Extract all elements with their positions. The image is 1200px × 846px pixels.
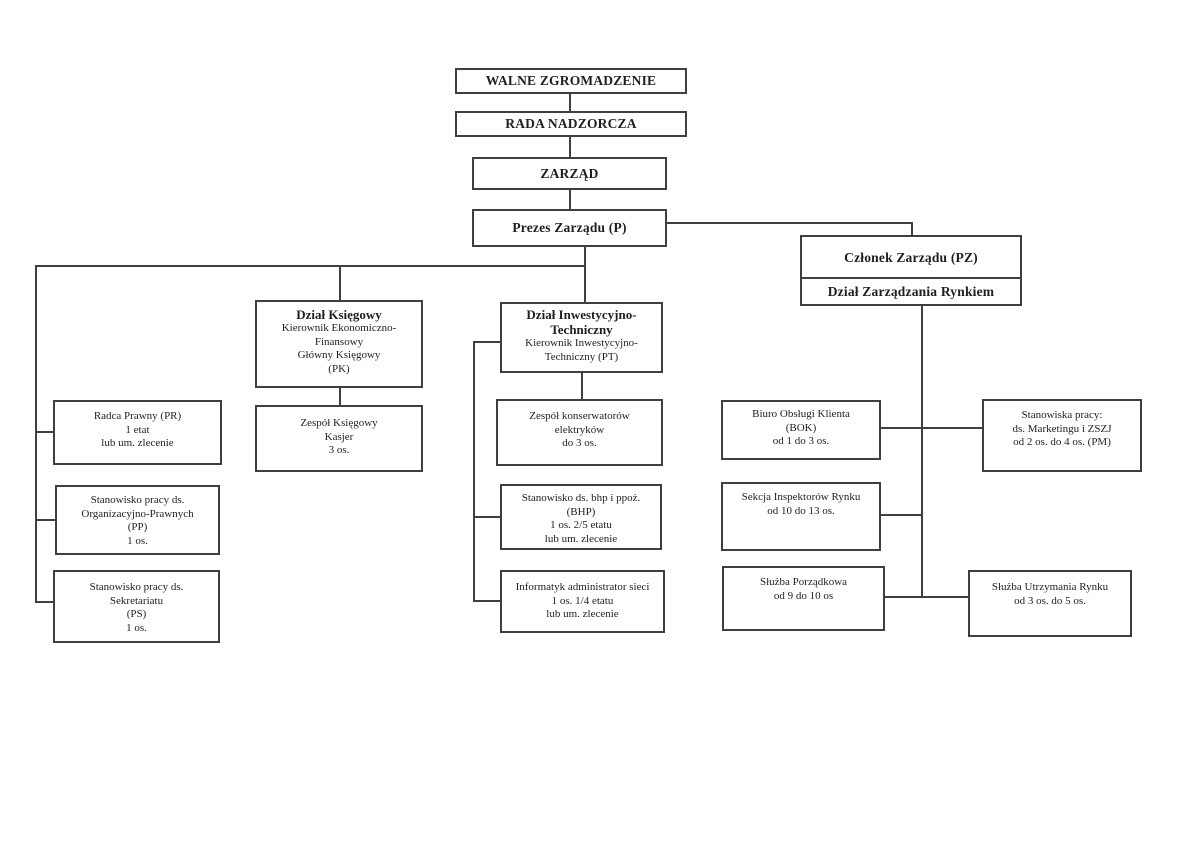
node-sekcja-inspektorow-rynku bbox=[721, 482, 881, 551]
node-label: lub um. zlecenie bbox=[546, 608, 619, 620]
node-label: Prezes Zarządu (P) bbox=[512, 220, 627, 235]
node-label: Stanowisko ds. bhp i ppoż. bbox=[521, 492, 641, 504]
node-sluzba-porzadkowa bbox=[722, 566, 885, 631]
node-dzial-zarzadzania-rynkiem bbox=[800, 277, 1022, 306]
node-label: Sekcja Inspektorów Rynku bbox=[741, 491, 861, 503]
node-label: Informatyk administrator sieci bbox=[515, 581, 650, 593]
node-label: od 3 os. do 5 os. bbox=[1014, 594, 1086, 607]
node-zespol-konserwatorow bbox=[496, 399, 663, 466]
node-label: 1 etat bbox=[125, 423, 150, 436]
connector-right-trunk bbox=[921, 306, 923, 597]
node-label: 1 os. 2/5 etatu bbox=[550, 519, 612, 531]
node-label: elektryków bbox=[554, 423, 605, 436]
connector-prezes-czlonek-horizontal bbox=[667, 222, 913, 224]
node-label: Organizacyjno-Prawnych bbox=[81, 507, 194, 520]
connector-to-sekcja-inspektorow bbox=[881, 514, 923, 516]
connector-to-radca-prawny bbox=[37, 431, 53, 433]
node-label: Sekretariatu bbox=[109, 594, 164, 607]
node-label: 1 os. bbox=[127, 534, 148, 547]
node-label: do 3 os. bbox=[562, 437, 597, 449]
node-label: WALNE ZGROMADZENIE bbox=[485, 73, 657, 88]
node-label: 1 os. bbox=[126, 621, 147, 634]
connector-porzadkowa-utrzymania bbox=[885, 596, 968, 598]
node-label: od 9 do 10 os bbox=[773, 589, 834, 602]
node-label: od 1 do 3 os. bbox=[772, 435, 830, 447]
node-label: ds. Marketingu i ZSZJ bbox=[1012, 422, 1112, 435]
node-zespol-ksiegowy bbox=[255, 405, 423, 472]
node-label: Radca Prawny (PR) bbox=[93, 410, 182, 422]
node-label: lub um. zlecenie bbox=[101, 437, 174, 449]
node-label: Finansowy bbox=[314, 335, 364, 348]
node-label: (PK) bbox=[328, 362, 350, 375]
node-label: lub um. zlecenie bbox=[544, 532, 618, 545]
node-label: ZARZĄD bbox=[540, 165, 599, 181]
connector-inwest-konserwatorzy bbox=[581, 373, 583, 399]
node-label: Główny Księgowy bbox=[297, 349, 381, 361]
node-label: (PS) bbox=[126, 608, 147, 620]
node-rada-nadzorcza bbox=[455, 111, 687, 137]
node-prezes-zarzadu bbox=[472, 209, 667, 247]
node-informatyk-administrator bbox=[500, 570, 665, 633]
node-label: Służba Porządkowa bbox=[759, 576, 848, 588]
node-dzial-ksiegowy bbox=[255, 300, 423, 388]
node-label: od 10 do 13 os. bbox=[767, 504, 835, 517]
node-czlonek-zarzadu bbox=[800, 235, 1022, 279]
node-label: RADA NADZORCZA bbox=[505, 116, 637, 131]
node-label: (PP) bbox=[127, 521, 148, 533]
node-label: Zespół Księgowy bbox=[300, 417, 378, 429]
node-label: Dział Zarządzania Rynkiem bbox=[827, 283, 995, 299]
node-title: Dział Inwestycyjno- bbox=[526, 307, 637, 322]
connector-left-trunk bbox=[35, 265, 37, 603]
node-walne-zgromadzenie bbox=[455, 68, 687, 94]
node-label: Stanowisko pracy ds. bbox=[89, 581, 184, 593]
connector-mid-trunk bbox=[473, 341, 475, 602]
connector-czlonek-drop bbox=[911, 224, 913, 235]
node-label: Zespół konserwatorów bbox=[529, 410, 630, 422]
node-biuro-obslugi-klienta bbox=[721, 400, 881, 460]
node-label: Kasjer bbox=[324, 430, 354, 443]
node-label: od 2 os. do 4 os. (PM) bbox=[1013, 436, 1111, 448]
node-sluzba-utrzymania-rynku bbox=[968, 570, 1132, 637]
node-label: 1 os. 1/4 etatu bbox=[551, 594, 614, 607]
node-label: Stanowisko pracy ds. bbox=[90, 494, 185, 506]
connector-to-organizacyjno-prawne bbox=[37, 519, 55, 521]
node-label: (BOK) bbox=[785, 421, 817, 434]
node-stanowisko-sekretariatu bbox=[53, 570, 220, 643]
connector-ksiegowy-zespol bbox=[339, 388, 341, 405]
node-stanowisko-organizacyjno-prawne bbox=[55, 485, 220, 555]
node-stanowiska-marketingu-zszj bbox=[982, 399, 1142, 472]
connector-bok-marketing bbox=[881, 427, 982, 429]
node-label: Służba Utrzymania Rynku bbox=[991, 581, 1109, 593]
node-label: Stanowiska pracy: bbox=[1021, 409, 1103, 421]
node-stanowisko-bhp bbox=[500, 484, 662, 550]
connector-rada-zarzad bbox=[569, 137, 571, 157]
node-label: Kierownik Inwestycyjno- bbox=[525, 337, 638, 349]
connector-to-dzial-inwestycyjny bbox=[584, 267, 586, 302]
connector-to-dzial-ksiegowy bbox=[339, 267, 341, 300]
node-dzial-inwestycyjno-techniczny bbox=[500, 302, 663, 373]
connector-to-informatyk bbox=[475, 600, 500, 602]
connector-distribution-horizontal bbox=[35, 265, 586, 267]
node-title: Dział Księgowy bbox=[296, 307, 382, 322]
node-title: Techniczny bbox=[550, 322, 613, 337]
connector-prezes-drop bbox=[584, 247, 586, 265]
node-label: (BHP) bbox=[566, 505, 596, 518]
connector-to-bhp bbox=[475, 516, 500, 518]
node-label: Biuro Obsługi Klienta bbox=[752, 408, 850, 420]
node-zarzad bbox=[472, 157, 667, 190]
node-label: Członek Zarządu (PZ) bbox=[844, 250, 978, 265]
connector-zarzad-prezes bbox=[569, 190, 571, 209]
node-radca-prawny bbox=[53, 400, 222, 465]
node-label: Techniczny (PT) bbox=[544, 350, 619, 363]
node-label: 3 os. bbox=[328, 444, 350, 456]
connector-inwest-left-stub bbox=[473, 341, 500, 343]
connector-to-sekretariat bbox=[37, 601, 53, 603]
node-label: Kierownik Ekonomiczno- bbox=[281, 322, 397, 334]
connector-walne-rada bbox=[569, 94, 571, 111]
